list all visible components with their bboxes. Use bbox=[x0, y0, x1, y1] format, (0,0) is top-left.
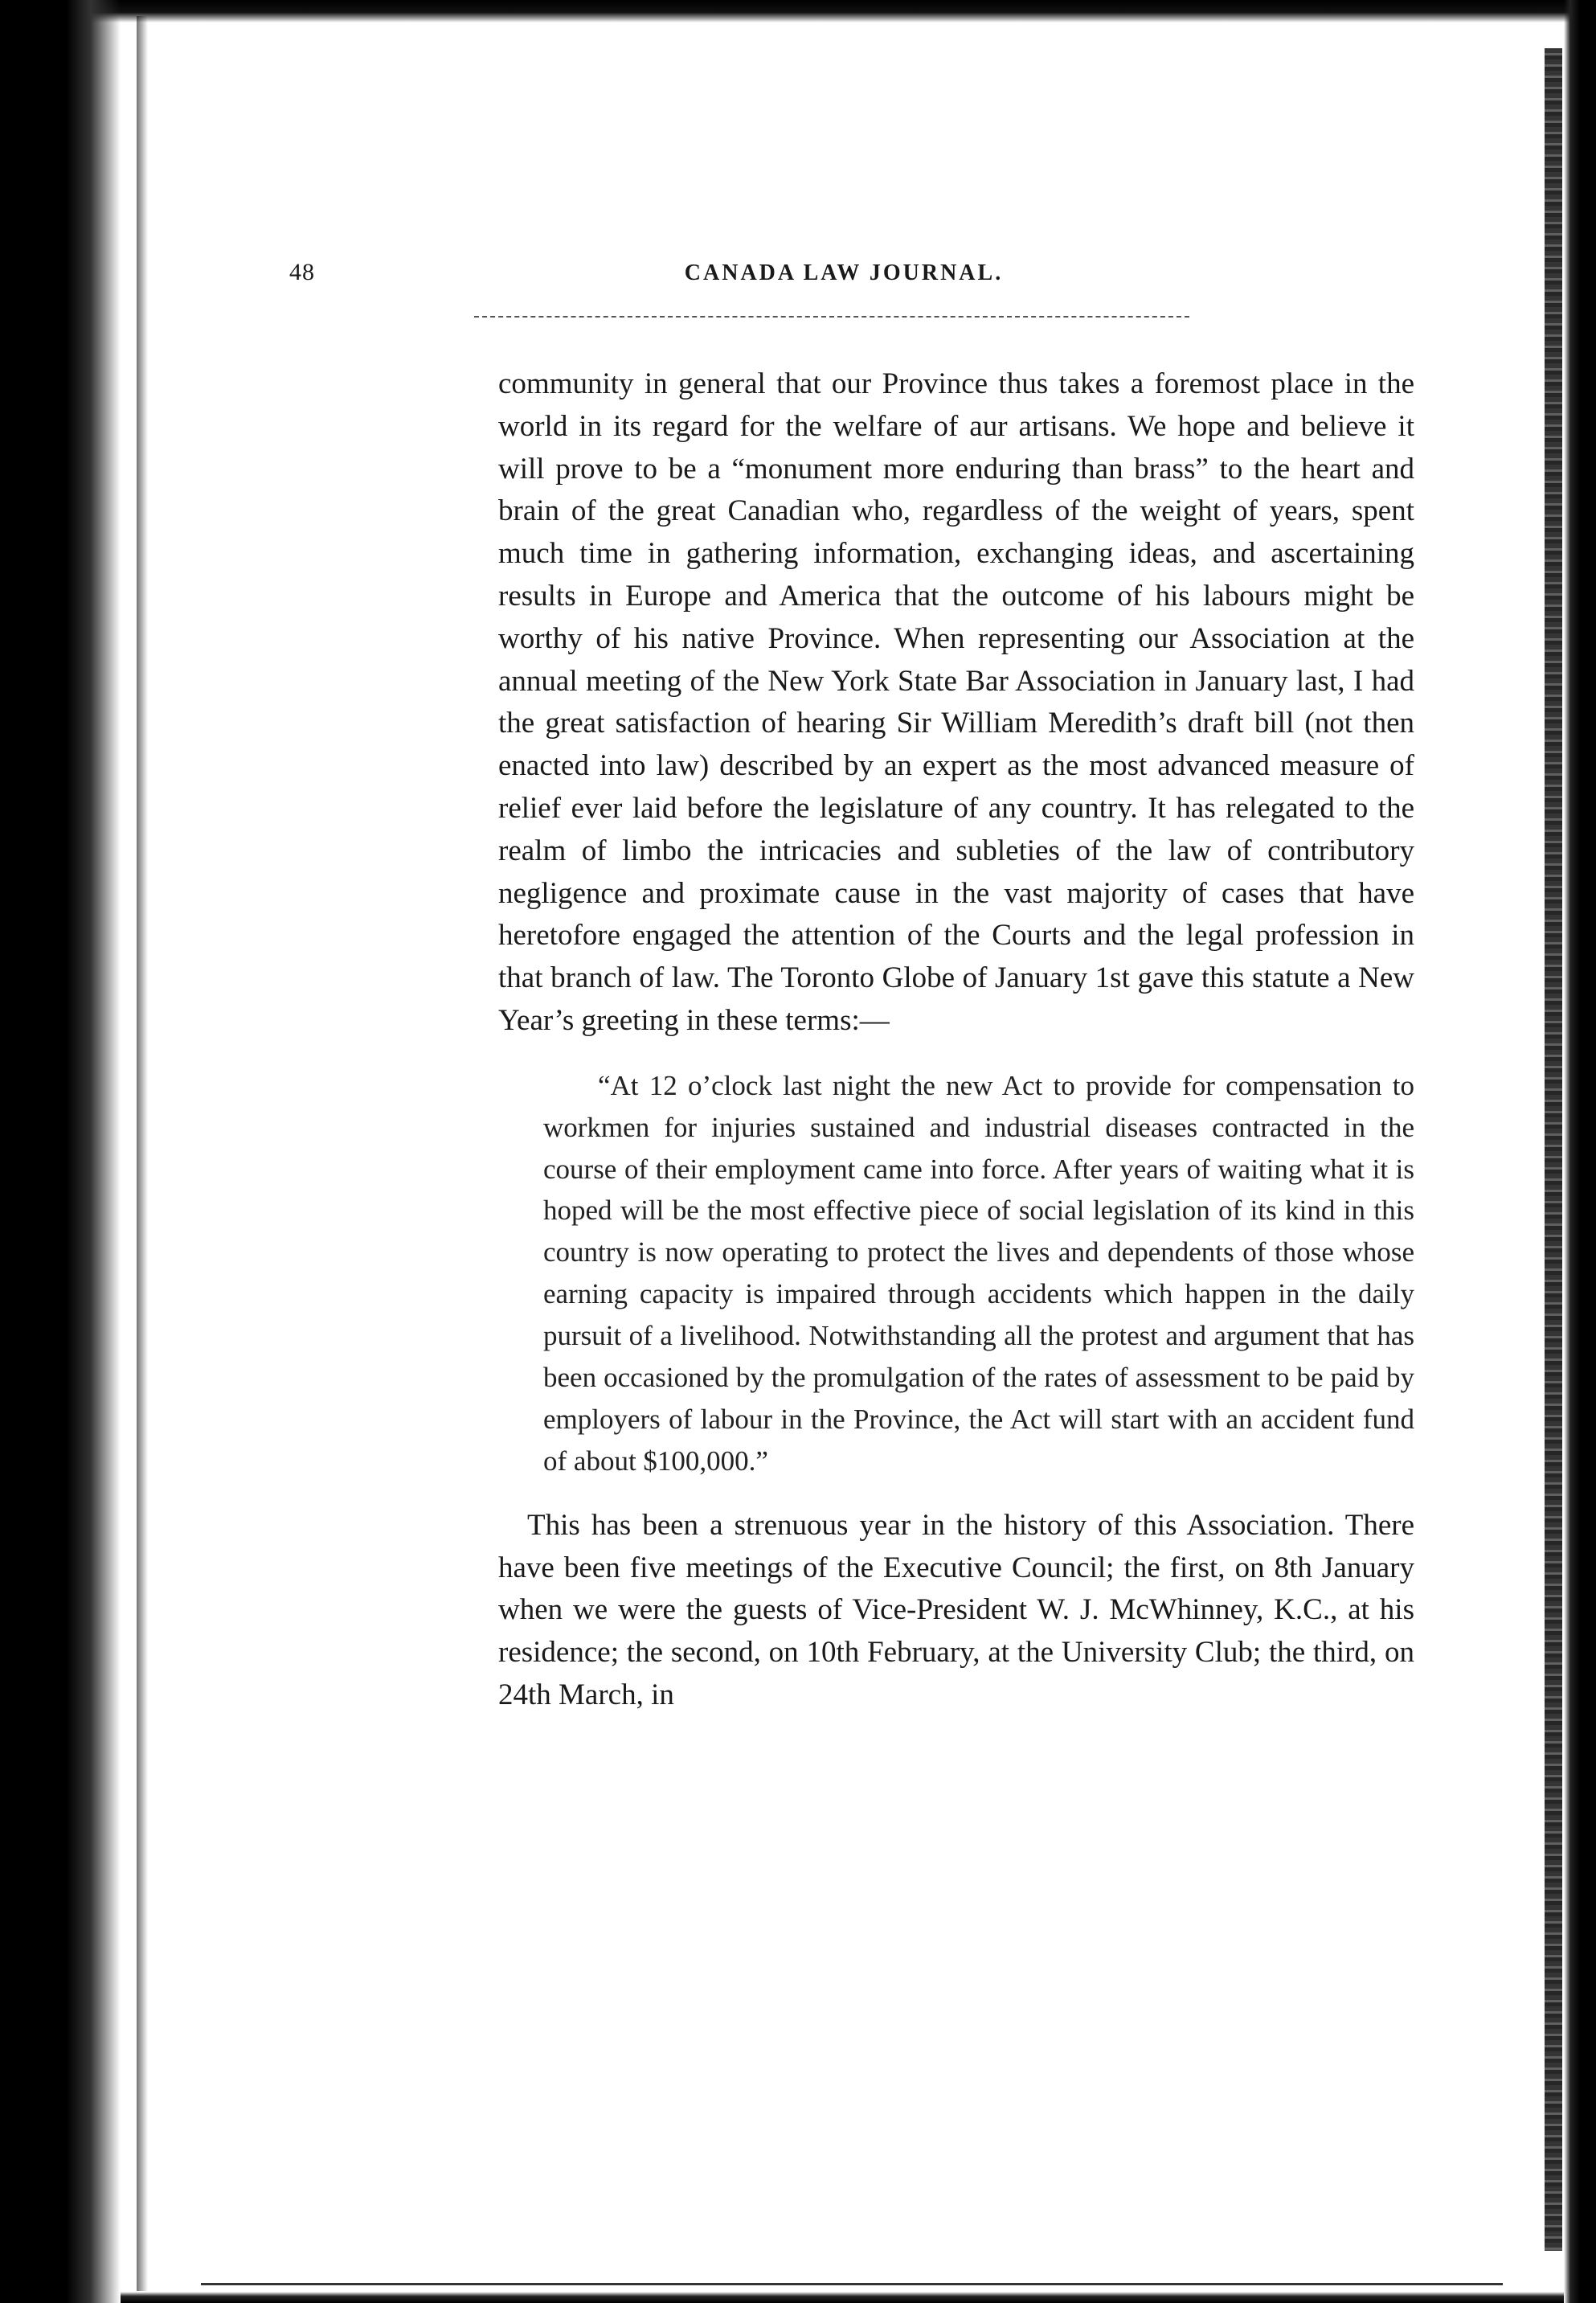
body-text bbox=[498, 363, 1414, 1717]
running-head: CANADA LAW JOURNAL. bbox=[684, 260, 1004, 285]
scan-border-right bbox=[1564, 0, 1596, 2303]
scan-border-top bbox=[0, 0, 1596, 23]
page-number: 48 bbox=[289, 259, 315, 285]
page-header bbox=[289, 259, 1390, 299]
header-rule bbox=[474, 316, 1189, 318]
scan-page-edge-right bbox=[1545, 48, 1562, 2251]
paragraph-continued: community in general that our Province thus takes a foremost place in the world in its regard for the welfare of aur artisans. We hope and believe it will prove to be a “monument more enduring than brass” to the heart and brain of the great Canadian who, regardless of the weight of years, spent much time in gathering information, exchanging ideas, and ascertaining results in Europe and America that the outcome of his labours might be worthy of his native Province. When representing our Association at the annual meeting of the New York State Bar Association in January last, I had the great satisfaction of hearing Sir William Meredith’s draft bill (not then enacted into law) described by an expert as the most advanced measure of relief ever laid before the legislature of any country. It has relegated to the realm of limbo the intricacies and subleties of the law of contributory negligence and proximate cause in the vast majority of cases that have heretofore engaged the attention of the Courts and the legal profession in that branch of law. The Toronto Globe of January 1st gave this statute a New Year’s greeting in these terms:— bbox=[498, 367, 1414, 1037]
scan-border-left bbox=[0, 0, 121, 2303]
paragraph: This has been a strenuous year in the history of this Association. There have been five meetings of the Executive Council; the first, on 8th January when we were the guests of Vice-President W. J. McWhinney, K.C., at his residence; the second, on 10th February, at the University Club; the third, on 24th March, in bbox=[498, 1508, 1414, 1711]
block-quote: “At 12 o’clock last night the new Act to provide for compensation to workmen for injuries sustained and industrial diseases contracted in the course of their employment came into force. After years of waiting what it is hoped will be the most effective piece of social legislation of its kind in this country is now operating to protect the lives and dependents of those whose earning capacity is impaired through accidents which happen in the daily pursuit of a livelihood. Notwithstanding all the protest and argument that has been occasioned by the promulgation of the rates of assessment to be paid by employers of labour in the Province, the Act will start with an accident fund of about $100,000.” bbox=[543, 1069, 1414, 1477]
scan-gutter-shadow bbox=[137, 16, 148, 2291]
scan-bottom-line bbox=[201, 2283, 1503, 2285]
scan-border-bottom bbox=[121, 2292, 1564, 2303]
